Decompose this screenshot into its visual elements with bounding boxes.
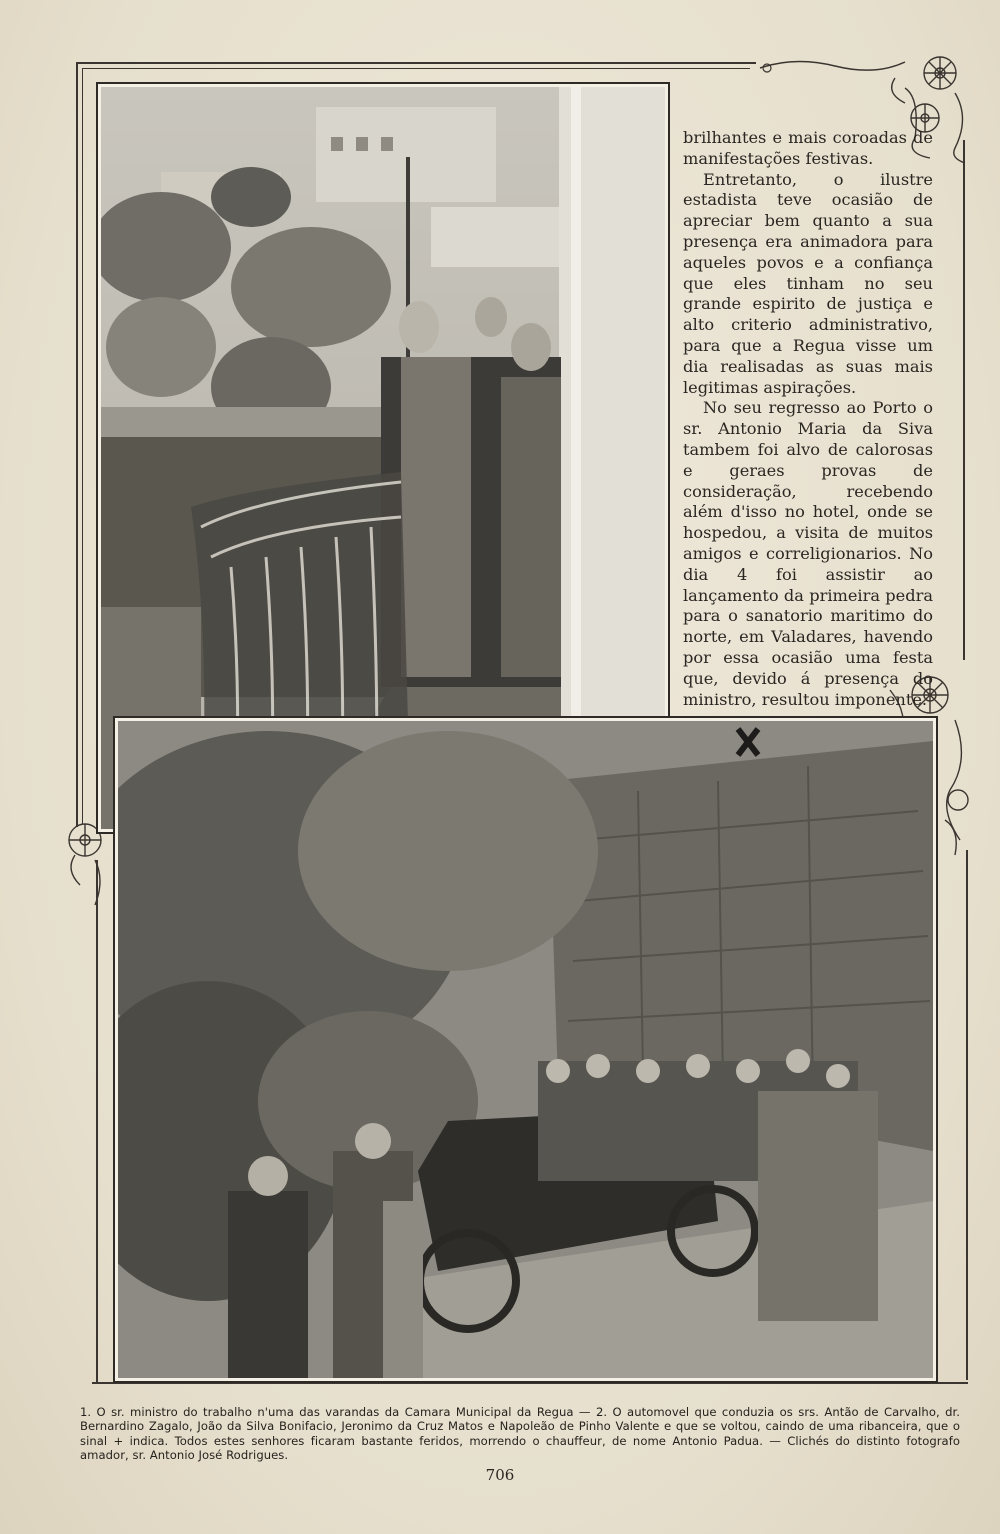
frame-left-line <box>76 62 78 827</box>
frame-right-line <box>963 140 965 660</box>
frame-top-line-inner <box>82 68 750 69</box>
article-paragraph: Entretanto, o ilustre estadista teve ocasião de apreciar bem quanto a sua presença era animadora para aqueles povos e a confiança que eles tinham no seu grande espirito de justiça e alto criterio administrativo, para que a Regua visse um dia realisadas as suas mais legitimas aspirações. <box>683 169 933 397</box>
article-text-column <box>683 128 933 710</box>
frame-top-line <box>76 62 756 64</box>
frame-left-line-inner <box>82 68 83 824</box>
article-paragraph: No seu regresso ao Porto o sr. Antonio Maria da Siva tambem foi alvo de calorosas e geraes provas de consideração, recebendo além d'isso no hotel, onde se hospedou, a visita de muitos amigos e correligionarios. No dia 4 foi assistir ao lançamento da primeira pedra para o sanatorio maritimo do norte, em Valadares, havendo por essa ocasião uma festa que, devido á presença do ministro, resultou imponente. <box>683 398 933 709</box>
photo-caption: 1. O sr. ministro do trabalho n'uma das varandas da Camara Municipal da Regua — 2. O automovel que conduzia os srs. Antão de Carvalho, dr. Bernardino Zagalo, João da Silva Bonifacio, Jeronimo da Cruz Matos e Napoleão de Pinho Valente e que se voltou, caindo de uma ribanceira, que o sinal + indica. Todos estes senhores ficaram bastante feridos, morrendo o chauffeur, de nome Antonio Padua. — Clichés do distinto fotografo amador, sr. Antonio José Rodrigues. <box>80 1405 960 1463</box>
page-number: 706 <box>485 1466 515 1484</box>
frame-right-line-lower <box>966 850 968 1380</box>
frame-left-line-lower <box>96 860 98 1382</box>
car-accident-photo <box>115 718 936 1381</box>
article-paragraph: brilhantes e mais coroadas de manifestações festivas. <box>683 128 933 168</box>
frame-bottom-line <box>92 1382 968 1384</box>
